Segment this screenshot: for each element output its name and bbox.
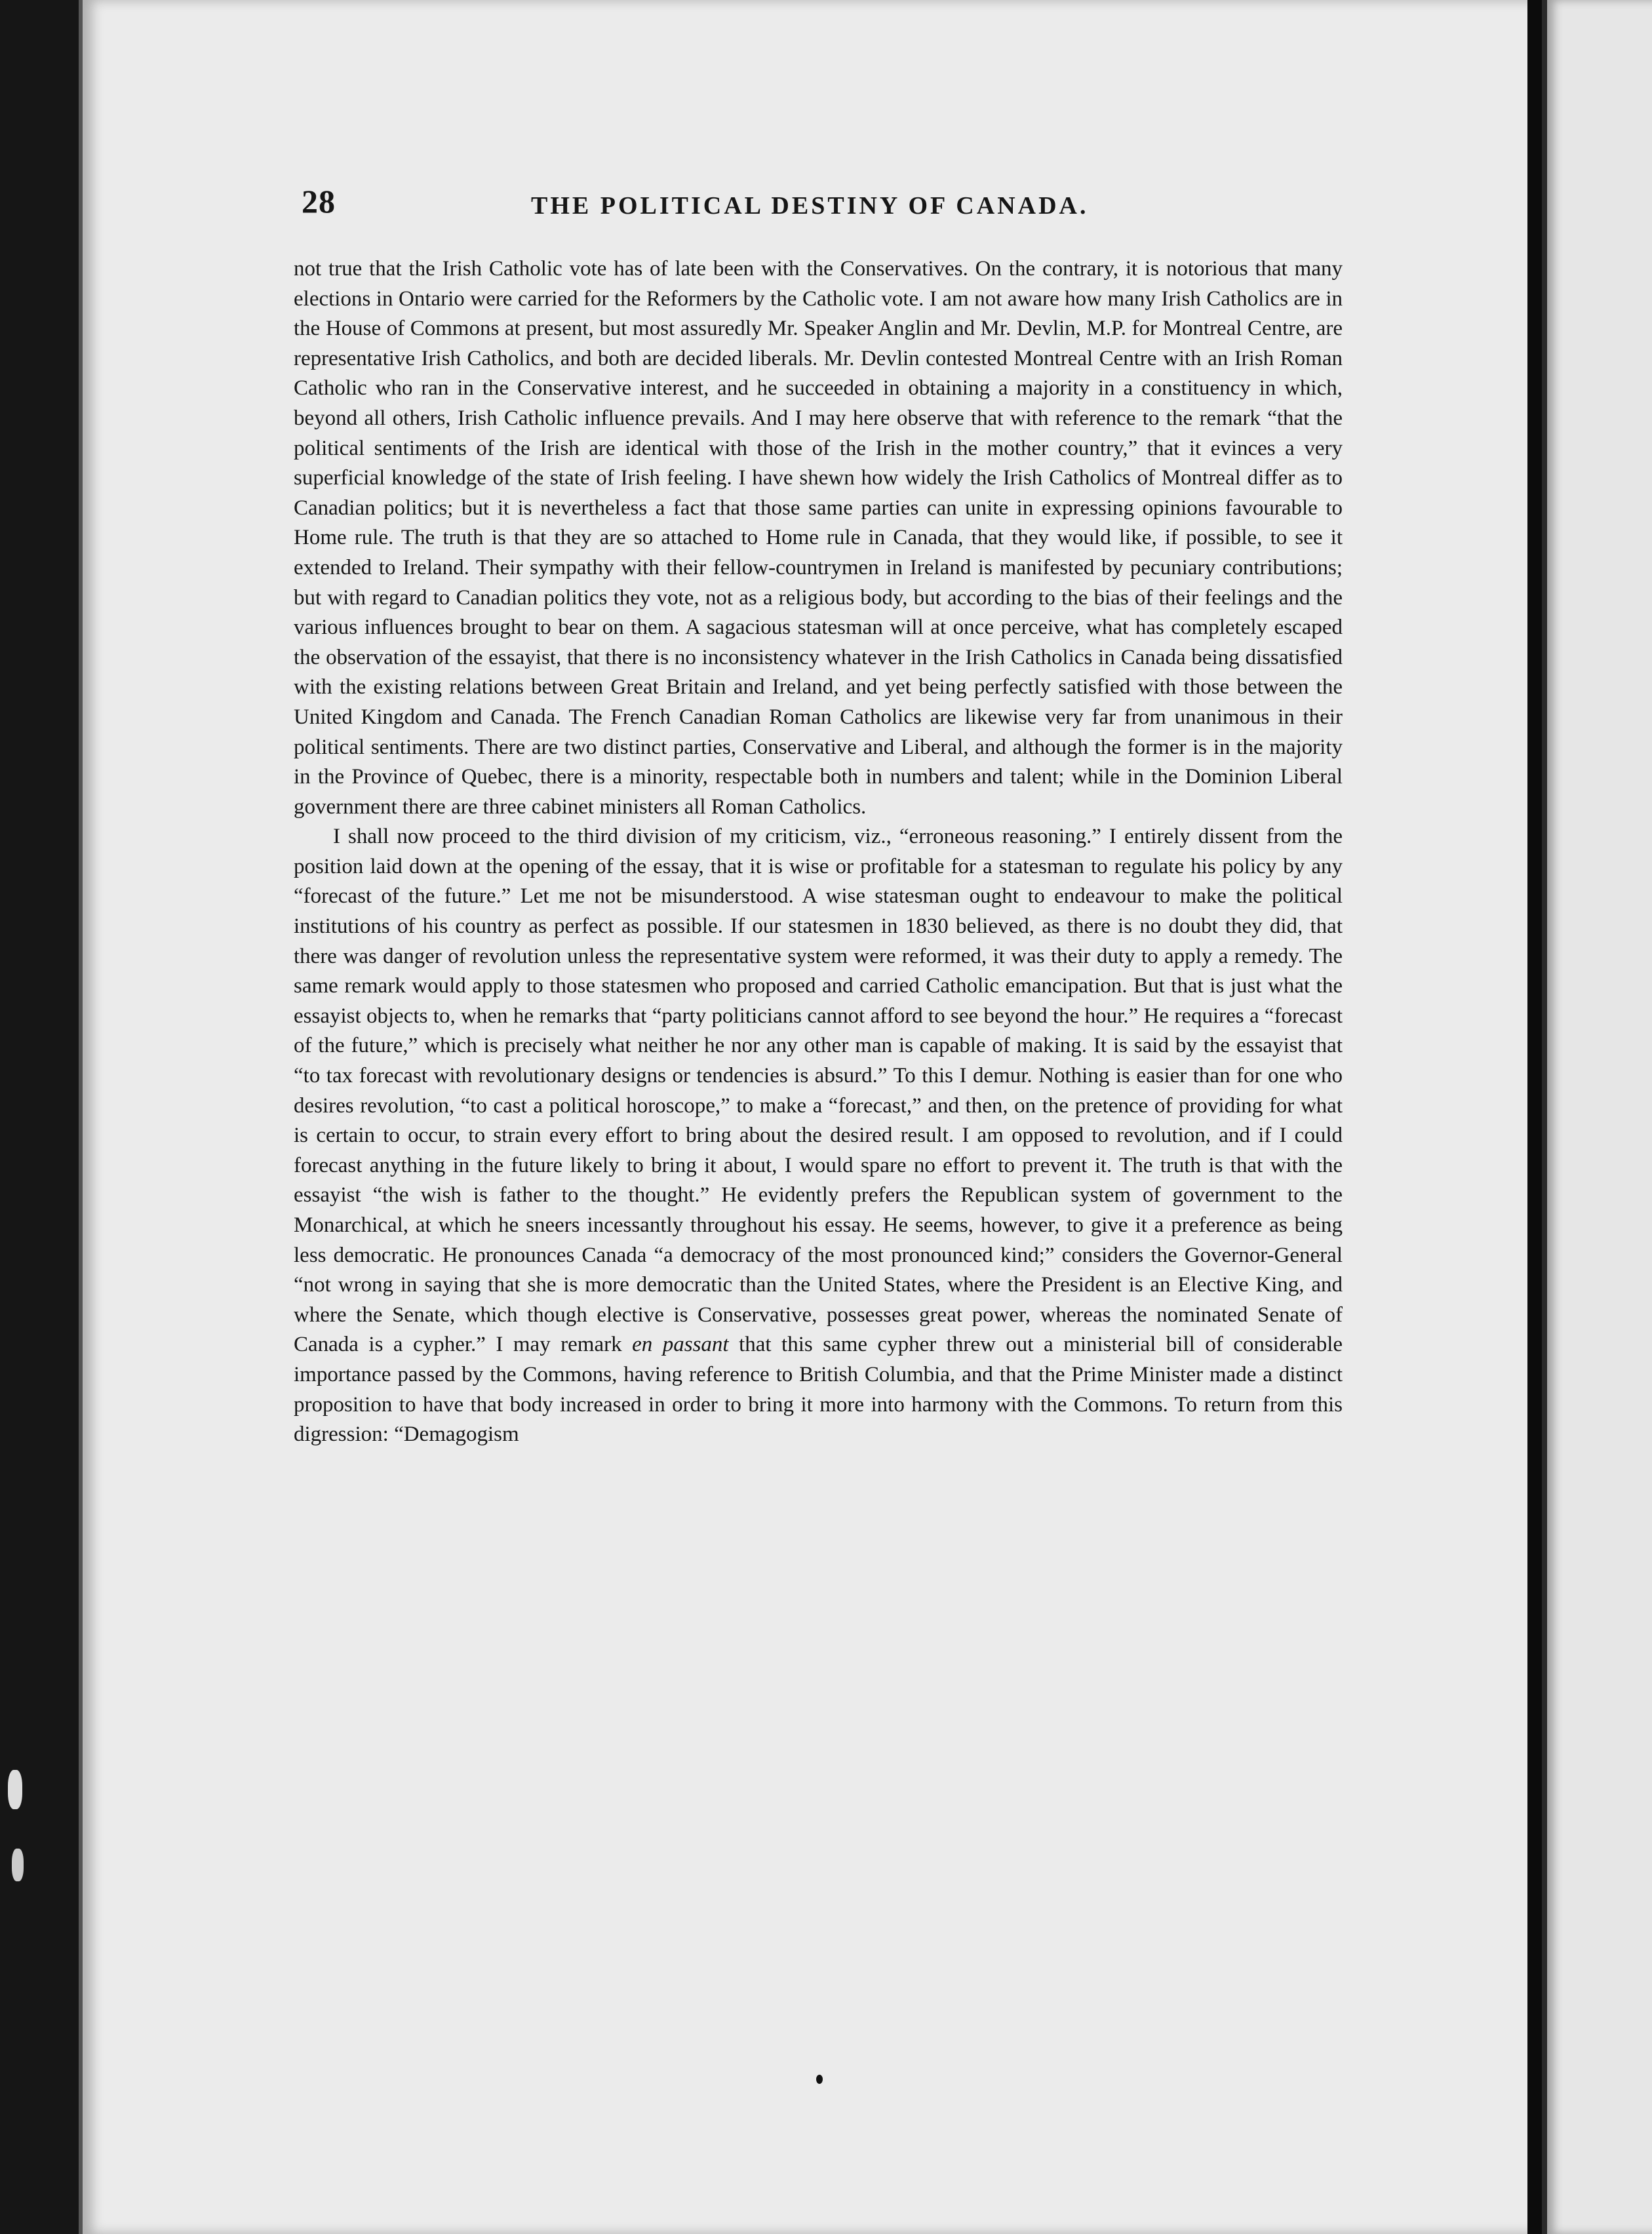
body-text [294, 254, 1343, 1450]
ink-speck [816, 2075, 823, 2084]
facing-page-edge [1542, 0, 1652, 2234]
running-title: THE POLITICAL DESTINY OF CANADA. [531, 192, 1089, 220]
page-number: 28 [302, 183, 336, 220]
paragraph: not true that the Irish Catholic vote has of late been with the Conservatives. On the contrary, it is notorious that many elections in Ontario were carried for the Reformers by the Catholic vote. I am not aware how many Irish Catholics are in the House of Commons at present, but most assuredly Mr. Speaker Anglin and Mr. Devlin, M.P. for Montreal Centre, are representative Irish Catholics, and both are decided liberals. Mr. Devlin contested Montreal Centre with an Irish Roman Catholic who ran in the Conservative interest, and he succeeded in obtaining a majority in a constituency in which, beyond all others, Irish Catholic influence prevails. And I may here observe that with reference to the remark “that the political sentiments of the Irish are identical with those of the Irish in the mother country,” that it evinces a very superficial knowledge of the state of Irish feeling. I have shewn how widely the Irish Catholics of Montreal differ as to Canadian politics; but it is nevertheless a fact that those same parties can unite in expressing opinions favourable to Home rule. The truth is that they are so attached to Home rule in Canada, that they would like, if possible, to see it extended to Ireland. Their sympathy with their fellow-countrymen in Ireland is manifested by pecuniary contributions; but with regard to Canadian politics they vote, not as a religious body, but according to the bias of their feelings and the various influences brought to bear on them. A sagacious statesman will at once perceive, what has completely escaped the observation of the essayist, that there is no inconsistency whatever in the Irish Catholics in Canada being dissatisfied with the existing relations between Great Britain and Ireland, and yet being perfectly satisfied with those between the United Kingdom and Canada. The French Canadian Roman Catholics are likewise very far from unanimous in their political sentiments. There are two distinct parties, Conservative and Liberal, and although the former is in the majority in the Province of Quebec, there is a minority, respectable both in numbers and talent; while in the Dominion Liberal government there are three cabinet ministers all Roman Catholics. [294, 257, 1343, 819]
italic-phrase: en passant [632, 1333, 729, 1357]
paper-fragment [8, 1770, 22, 1809]
paragraph [294, 822, 1343, 1449]
paragraph-text: I shall now proceed to the third division of my criticism, viz., “erroneous reasoning.” I entirely dissent from the position laid down at the opening of the essay, that it is wise or profitable for a statesman to regulate his policy by any “forecast of the future.” Let me not be misunderstood. A wise statesman ought to endeavour to make the political institutions of his country as perfect as possible. If our statesmen in 1830 believed, as there is no doubt they did, that there was danger of revolution unless the representative system were reformed, it was their duty to apply a remedy. The same remark would apply to those statesmen who proposed and carried Catholic emancipation. But that is just what the essayist objects to, when he remarks that “party politicians cannot afford to see beyond the hour.” He requires a “forecast of the future,” which is precisely what neither he nor any other man is capable of making. It is said by the essayist that “to tax forecast with revolutionary designs or tendencies is absurd.” To this I demur. Nothing is easier than for one who desires revolution, “to cast a political horoscope,” to make a “forecast,” and then, on the pretence of providing for what is certain to occur, to strain every effort to bring about the desired result. I am opposed to revolution, and if I could forecast anything in the future likely to bring it about, I would spare no effort to prevent it. The truth is that with the essayist “the wish is father to the thought.” He evidently prefers the Republican system of government to the Monarchical, at which he sneers incessantly throughout his essay. He seems, however, to give it a preference as being less democratic. He pronounces Canada “a democracy of the most pronounced kind;” considers the Governor-General “not wrong in saying that she is more democratic than the United States, where the President is an Elective King, and where the Senate, which though elective is Conservative, possesses great power, whereas the nominated Senate of Canada is a cypher.” I may remark [294, 825, 1343, 1357]
page-gutter [1527, 0, 1542, 2234]
running-head [223, 182, 1357, 241]
paragraph-text: that this same cypher threw out a ministerial bill of considerable importance passed by the Commons, having reference to British Columbia, and that the Prime Minister made a distinct proposition to have that body increased in order to bring it more into harmony with the Commons. To return from this digression: “Demagogism [294, 1333, 1343, 1447]
paper-fragment [12, 1849, 24, 1881]
